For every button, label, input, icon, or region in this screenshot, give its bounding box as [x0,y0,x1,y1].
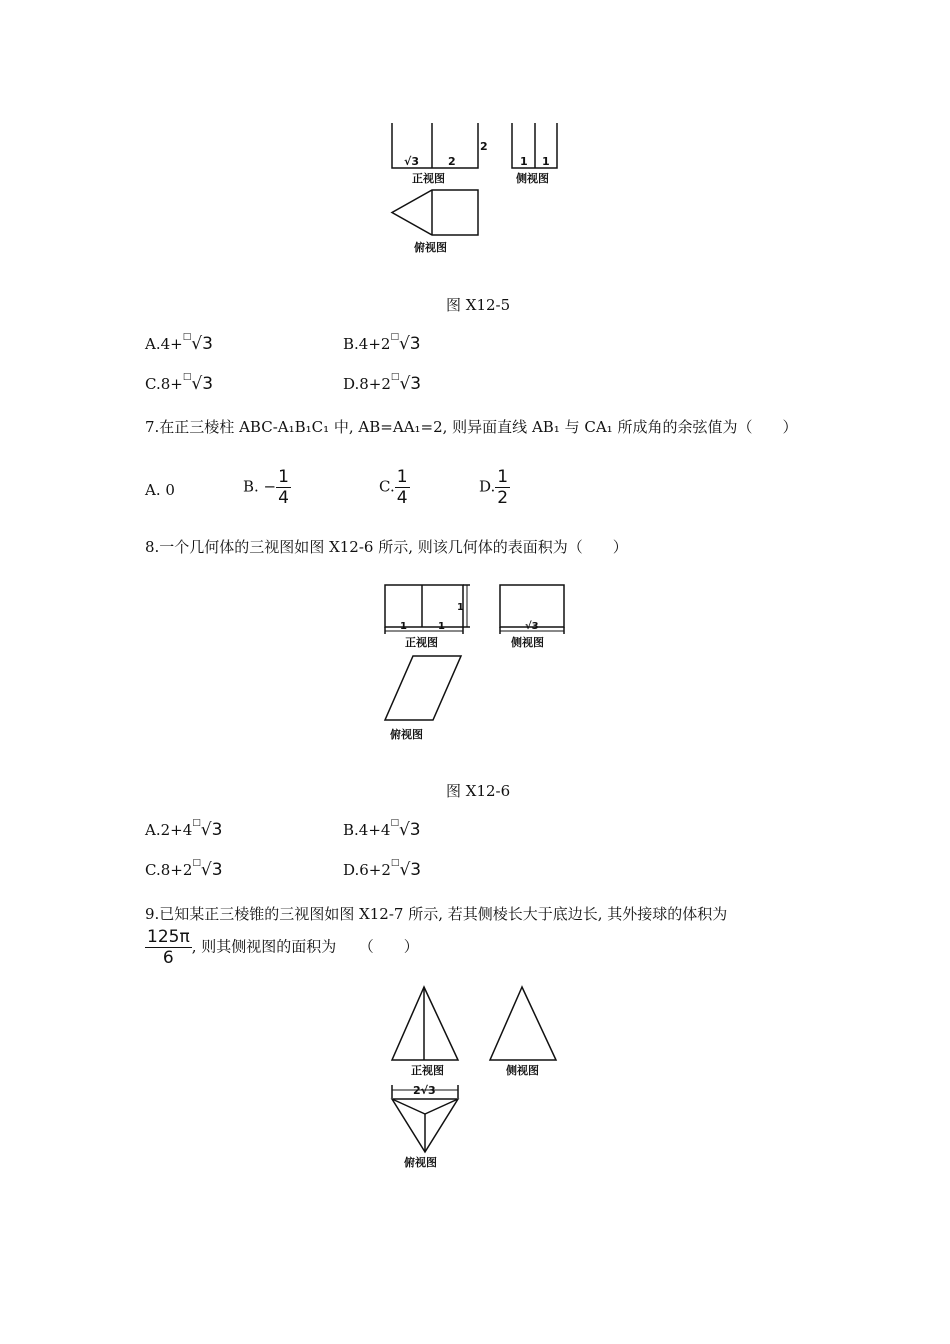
dim-2-right: 2 [480,140,488,153]
figure-x12-7 [380,982,570,1174]
top-view-label: 俯视图 [404,1156,437,1169]
figure-caption-x12-5: 图 X12-5 [446,296,511,314]
q6-option-d[interactable]: D.8+2□√3 [343,372,422,394]
q7-option-c[interactable]: C. $\frac{1}{4}$ [379,467,408,508]
question-7-text: 7.在正三棱柱 ABC-A₁B₁C₁ 中, AB=AA₁=2, 则异面直线 AB₁ 与 CA₁ 所成角的余弦值为（ ） [145,418,798,436]
figure-x12-5 [380,118,570,263]
q6-option-a[interactable]: A.4+□√3 [145,332,213,354]
dim-sqrt3: √3 [404,155,419,168]
figure-caption-x12-6: 图 X12-6 [446,782,511,800]
question-9-text: 9.已知某正三棱锥的三视图如图 X12-7 所示, 若其侧棱长大于底边长, 其外接球的体积为 [145,905,728,923]
q6-option-c[interactable]: C.8+□√3 [145,372,214,394]
question-9-line2: $\frac{125\pi}{6}$ , 则其侧视图的面积为 （ ） [147,927,419,968]
dim-1-left: 1 [400,621,407,632]
volume-fraction: $\frac{125\pi}{6}$ [147,927,190,968]
front-view-label: 正视图 [412,172,445,185]
figure-x12-6 [378,578,578,746]
side-view-label: 侧视图 [506,1064,539,1077]
side-view-label: 侧视图 [516,172,549,185]
top-view-label: 俯视图 [414,241,447,254]
dim-2-bottom: 2 [448,155,456,168]
dim-2sqrt3: 2√3 [413,1084,436,1097]
fraction: $\frac{1}{2}$ [497,467,509,508]
front-view-label: 正视图 [405,636,438,649]
top-view-label: 俯视图 [390,728,423,741]
dim-1-mid: 1 [438,621,445,632]
fraction: $\frac{1}{4}$ [278,467,289,508]
q8-option-b[interactable]: B.4+4□√3 [343,818,421,840]
q7-option-d[interactable]: D. $\frac{1}{2}$ [479,467,509,508]
q7-option-b[interactable]: B. − $\frac{1}{4}$ [243,467,289,508]
q7-option-a[interactable]: A. 0 [145,481,175,499]
q6-option-b[interactable]: B.4+2□√3 [343,332,421,354]
dim-1-height: 1 [457,602,464,613]
dim-1-left: 1 [520,155,528,168]
front-view-label: 正视图 [411,1064,444,1077]
q8-option-a[interactable]: A.2+4□√3 [145,818,223,840]
q8-option-c[interactable]: C.8+2□√3 [145,858,223,880]
side-view-label: 侧视图 [511,636,544,649]
fraction: $\frac{1}{4}$ [396,467,408,508]
q8-option-d[interactable]: D.6+2□√3 [343,858,422,880]
dim-sqrt3: √3 [525,621,539,632]
dim-1-right: 1 [542,155,550,168]
question-8-text: 8.一个几何体的三视图如图 X12-6 所示, 则该几何体的表面积为（ ） [145,538,628,556]
